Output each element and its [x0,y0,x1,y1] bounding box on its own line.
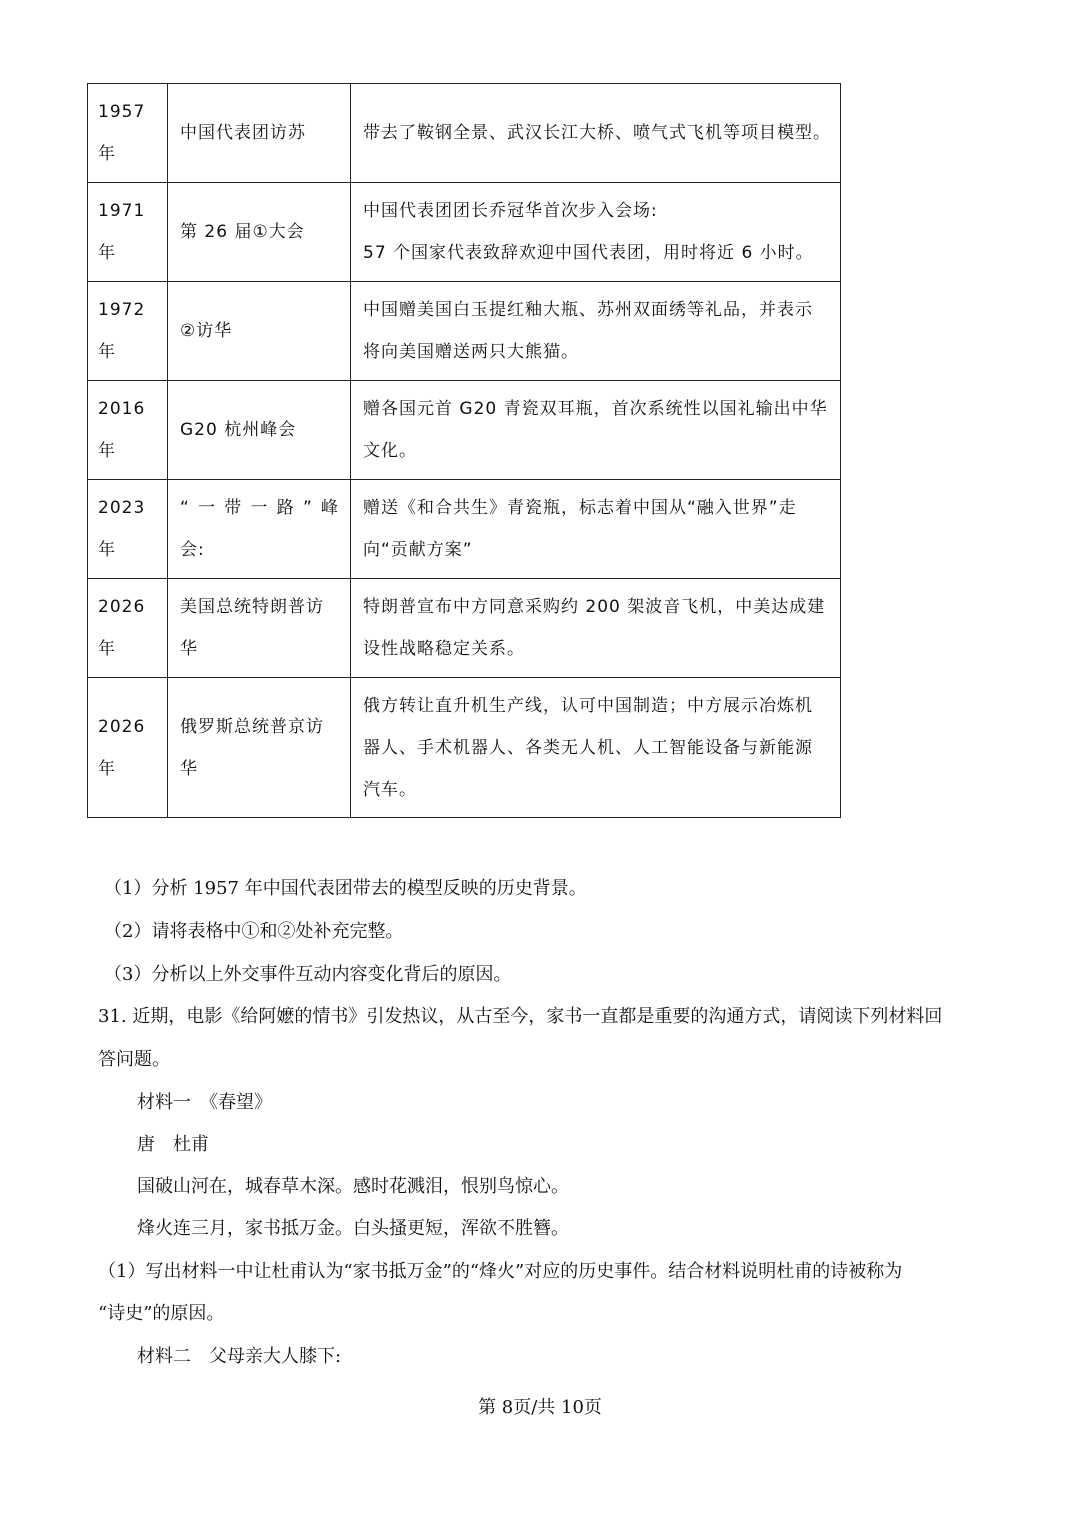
event-cell [168,579,351,678]
table-row [88,381,841,480]
event-cell [168,678,351,818]
question-30-3: （3）分析以上外交事件互动内容变化背后的原因。 [104,964,512,985]
table-row [88,183,841,282]
event-cell [168,381,351,480]
event-line: ②访华 [180,321,233,341]
detail-cell [351,183,841,282]
event-cell [168,84,351,183]
question-31-stem-line2: 答问题。 [98,1049,170,1070]
event-line: 华 [180,758,198,779]
diplomacy-table [87,83,841,818]
event-line: G20 杭州峰会 [180,420,297,440]
detail-line: 文化。 [363,441,417,461]
detail-line: 57 个国家代表致辞欢迎中国代表团，用时将近 6 小时。 [363,243,814,263]
event-line: 俄罗斯总统普京访 [180,716,324,737]
detail-line: 中国赠美国白玉提红釉大瓶、苏州双面绣等礼品，并表示 [363,300,813,320]
material-1-author: 唐 杜甫 [137,1134,209,1155]
year-cell [88,678,168,818]
year-number: 2023 [98,498,146,518]
question-30-1: （1）分析 1957 年中国代表团带去的模型反映的历史背景。 [104,878,587,899]
year-unit: 年 [98,243,116,263]
year-number: 1971 [98,201,146,221]
table-row [88,579,841,678]
detail-line: 带去了鞍钢全景、武汉长江大桥、喷气式飞机等项目模型。 [363,123,831,143]
table-row [88,84,841,183]
year-unit: 年 [98,342,116,362]
question-31-stem-line1: 31. 近期，电影《给阿嬷的情书》引发热议，从古至今，家书一直都是重要的沟通方式，请阅读下列材料回 [98,1006,943,1027]
event-line: 美国总统特朗普访 [180,597,324,617]
year-number: 2026 [98,597,146,617]
question-31-1-line1: （1）写出材料一中让杜甫认为“家书抵万金”的“烽火”对应的历史事件。结合材料说明杜甫的诗被称为 [98,1261,903,1282]
detail-cell [351,84,841,183]
year-unit: 年 [98,441,116,461]
material-2-title: 材料二 父母亲大人膝下: [137,1346,342,1367]
detail-line: 中国代表团团长乔冠华首次步入会场: [363,201,658,221]
question-30-2: （2）请将表格中①和②处补充完整。 [104,921,404,942]
detail-cell [351,480,841,579]
event-line: 第 26 届①大会 [180,222,305,242]
year-cell [88,381,168,480]
page-footer: 第 8页/共 10页 [478,1397,602,1418]
year-cell [88,84,168,183]
detail-line: 将向美国赠送两只大熊猫。 [363,342,579,362]
detail-cell [351,678,841,818]
event-cell [168,480,351,579]
year-cell [88,282,168,381]
year-unit: 年 [98,758,116,779]
event-line: 会: [180,540,205,560]
year-cell [88,579,168,678]
detail-line: 赠送《和合共生》青瓷瓶，标志着中国从“融入世界”走 [363,498,797,518]
detail-line: 特朗普宣布中方同意采购约 200 架波音飞机，中美达成建 [363,597,826,617]
table-row [88,678,841,818]
material-1-title: 材料一 《春望》 [137,1092,272,1113]
detail-cell [351,579,841,678]
detail-line: 俄方转让直升机生产线，认可中国制造；中方展示冶炼机 [363,695,813,716]
year-number: 1972 [98,300,146,320]
year-number: 2016 [98,399,146,419]
detail-cell [351,381,841,480]
event-cell [168,183,351,282]
table-row [88,282,841,381]
material-1-line2: 烽火连三月，家书抵万金。白头搔更短，浑欲不胜簪。 [137,1218,569,1239]
year-unit: 年 [98,144,116,164]
material-1-line1: 国破山河在，城春草木深。感时花溅泪，恨别鸟惊心。 [137,1176,569,1197]
year-unit: 年 [98,540,116,560]
detail-line: 向“贡献方案” [363,540,473,560]
question-31-1-line2: “诗史”的原因。 [98,1303,225,1324]
year-unit: 年 [98,639,116,659]
event-line: “一带一路”峰 [180,498,339,518]
year-number: 2026 [98,716,146,737]
year-number: 1957 [98,102,146,122]
event-cell [168,282,351,381]
table-row [88,480,841,579]
year-cell [88,480,168,579]
detail-line: 汽车。 [363,779,417,800]
detail-line: 设性战略稳定关系。 [363,639,525,659]
detail-line: 器人、手术机器人、各类无人机、人工智能设备与新能源 [363,737,813,758]
detail-line: 赠各国元首 G20 青瓷双耳瓶，首次系统性以国礼输出中华 [363,399,828,419]
year-cell [88,183,168,282]
detail-cell [351,282,841,381]
event-line: 中国代表团访苏 [180,123,306,143]
event-line: 华 [180,639,198,659]
